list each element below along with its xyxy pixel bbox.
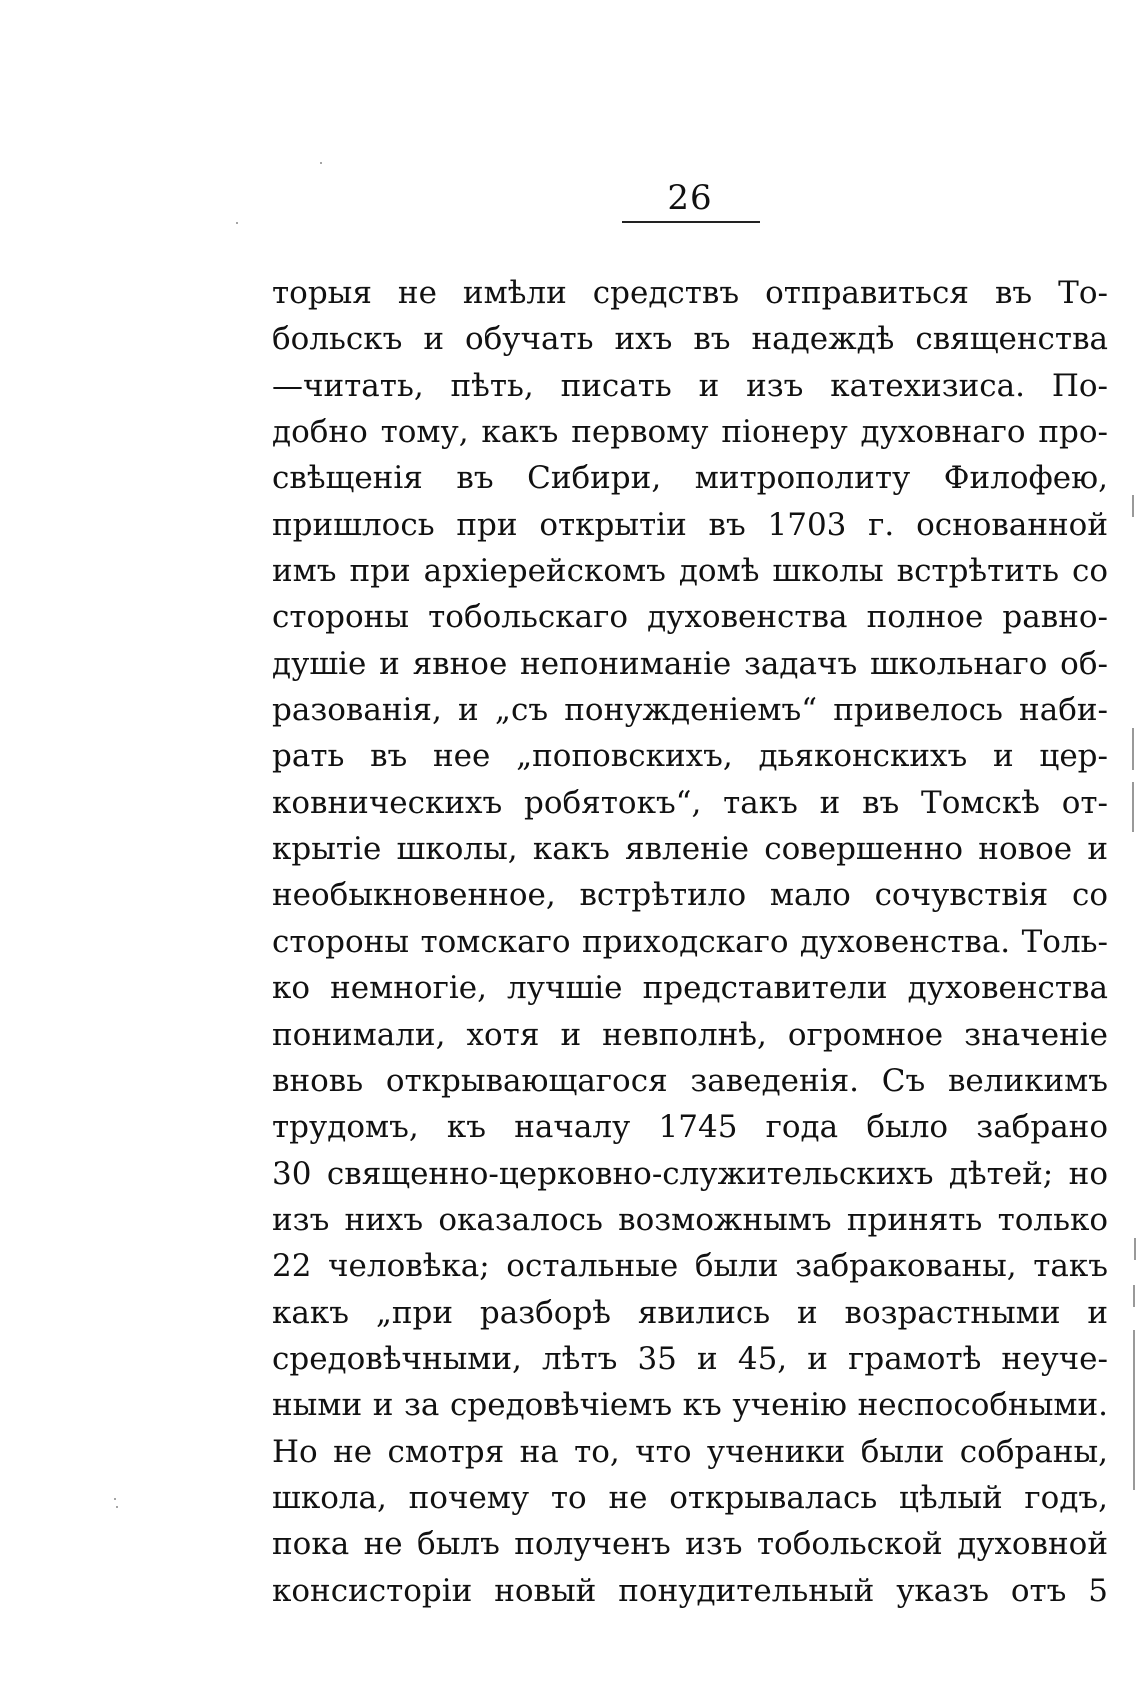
text-line-15: стороны томскаго приходскаго духовенства. Толь- <box>272 923 1108 960</box>
text-line-18: вновь открывающагося заведенія. Съ великимъ <box>272 1062 1108 1099</box>
text-line-13: крытіе школы, какъ явленіе совершенно новое и <box>272 831 1108 868</box>
page-number: 26 <box>667 178 713 218</box>
text-line-28: пока не былъ полученъ изъ тобольской духовной <box>272 1526 1108 1563</box>
text-line-6: пришлось при открытіи въ 1703 г. основанной <box>272 506 1108 543</box>
text-line-20: 30 священно-церковно-служительскихъ дѣтей; но <box>272 1155 1108 1192</box>
text-line-19: трудомъ, къ началу 1745 года было забрано <box>272 1109 1108 1146</box>
margin-mark <box>1134 1238 1136 1260</box>
text-line-9: душіе и явное непониманіе задачъ школьнаго об- <box>272 645 1108 682</box>
margin-mark <box>1133 1330 1135 1490</box>
text-line-11: рать въ нее „поповскихъ, дьяконскихъ и цер- <box>272 738 1108 775</box>
text-line-5: свѣщенія въ Сибири, митрополиту Филофею, <box>272 460 1108 497</box>
text-line-16: ко немногіе, лучшіе представители духовенства <box>272 970 1108 1007</box>
text-line-29: консисторіи новый понудительный указъ отъ 5 <box>272 1572 1108 1609</box>
text-line-22: 22 человѣка; остальные были забракованы, такъ <box>272 1248 1108 1285</box>
text-line-21: изъ нихъ оказалось возможнымъ принять только <box>272 1201 1108 1238</box>
text-line-25: ными и за средовѣчіемъ къ ученію неспособными. <box>272 1387 1108 1424</box>
scan-speck <box>236 222 238 224</box>
margin-mark <box>1132 782 1134 832</box>
margin-mark <box>1133 1285 1135 1307</box>
scan-speck <box>116 1506 118 1508</box>
text-line-2: больскъ и обучать ихъ въ надеждѣ священства <box>272 321 1108 358</box>
text-line-17: понимали, хотя и невполнѣ, огромное значеніе <box>272 1016 1108 1053</box>
text-line-12: ковническихъ робятокъ“, такъ и въ Томскѣ от- <box>272 784 1108 821</box>
text-line-14: необыкновенное, встрѣтило мало сочувствія со <box>272 877 1108 914</box>
margin-mark <box>1132 728 1134 770</box>
text-line-7: имъ при архіерейскомъ домѣ школы встрѣтить со <box>272 553 1108 590</box>
header-rule <box>622 221 760 223</box>
text-line-10: разованія, и „съ понужденіемъ“ привелось наби- <box>272 692 1108 729</box>
scan-speck <box>114 1498 116 1500</box>
body-text <box>272 270 1108 1614</box>
text-line-23: какъ „при разборѣ явились и возрастными и <box>272 1294 1108 1331</box>
text-line-27: школа, почему то не открывалась цѣлый годъ, <box>272 1479 1108 1516</box>
text-line-4: добно тому, какъ первому піонеру духовнаго про- <box>272 414 1108 451</box>
text-line-1: торыя не имѣли средствъ отправиться въ То- <box>272 275 1108 311</box>
text-line-26: Но не смотря на то, что ученики были собраны, <box>272 1433 1108 1470</box>
text-line-3: —читать, пѣть, писать и изъ катехизиса. По- <box>272 367 1108 404</box>
scan-speck <box>320 162 322 164</box>
text-line-24: средовѣчными, лѣтъ 35 и 45, и грамотѣ неуче- <box>272 1340 1108 1377</box>
margin-mark <box>1132 495 1134 517</box>
text-line-8: стороны тобольскаго духовенства полное равно- <box>272 599 1108 636</box>
